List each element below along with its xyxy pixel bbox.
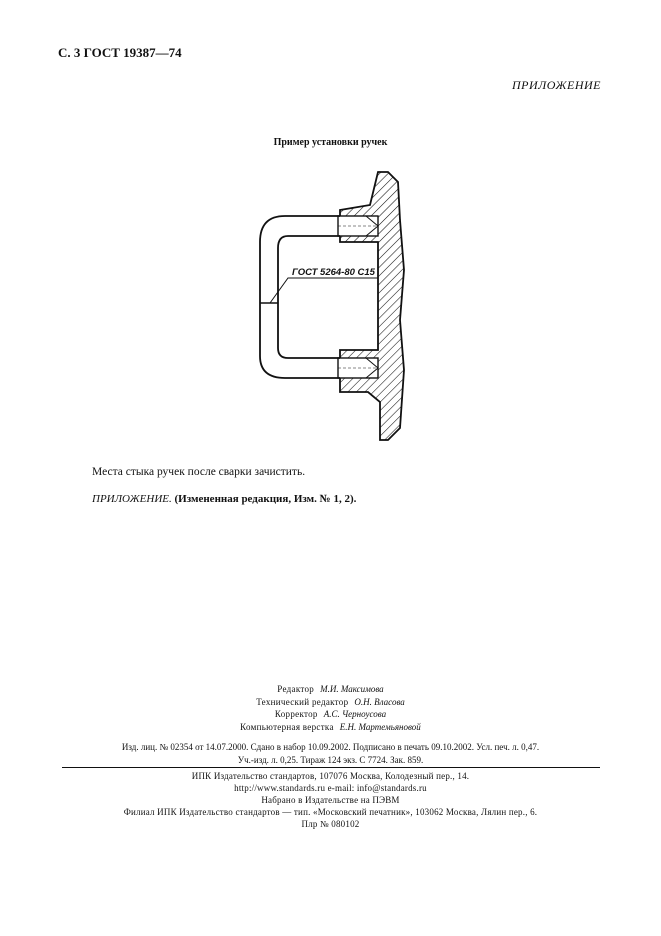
edition-note: [92, 493, 356, 505]
imprint-line: ИПК Издательство стандартов, 107076 Москва, Колодезный пер., 14.: [191, 771, 470, 781]
credit-line: Корректор А.С. Черноусова: [274, 709, 387, 719]
publisher-imprint: [0, 770, 661, 830]
welding-note: Места стыка ручек после сварки зачистить.: [92, 466, 306, 478]
divider-rule: [62, 767, 600, 768]
credits-block: [0, 683, 661, 733]
appendix-heading: ПРИЛОЖЕНИЕ: [512, 78, 601, 92]
imprint-line: Набрано в Издательстве на ПЭВМ: [261, 795, 400, 805]
imprint-line: Филиал ИПК Издательство стандартов — тип. «Московский печатник», 103062 Москва, Лялин пер., 6.: [123, 807, 538, 817]
handle-rod-inner: [278, 236, 340, 358]
credit-line: Компьютерная верстка Е.Н. Мартемьяновой: [240, 721, 421, 732]
wall-section: [340, 172, 404, 440]
callout-leader: [270, 278, 378, 303]
document-code: С. 3 ГОСТ 19387—74: [58, 45, 182, 60]
edition-prefix: ПРИЛОЖЕНИЕ.: [92, 493, 172, 505]
publication-line: Уч.-изд. л. 0,25. Тираж 124 экз. С 7724. Зак. 859.: [237, 754, 424, 765]
technical-drawing-svg: [240, 160, 420, 450]
imprint-line: Плр № 080102: [301, 819, 360, 829]
weld-callout-label: ГОСТ 5264-80 С15: [292, 267, 375, 278]
handle-rod-outer: [260, 216, 340, 378]
credit-line: Технический редактор О.Н. Власова: [256, 696, 405, 707]
publication-line: Изд. лиц. № 02354 от 14.07.2000. Сдано в набор 10.09.2002. Подписано в печать 09.10.2002. Усл. печ. л. 0,47.: [121, 742, 540, 752]
imprint-web-line: http://www.standards.ru e-mail: info@standards.ru: [234, 783, 427, 793]
edition-text: (Измененная редакция, Изм. № 1, 2).: [174, 493, 357, 505]
handle-installation-drawing: [240, 160, 420, 455]
credit-line: Редактор М.И. Максимова: [277, 684, 384, 694]
figure-title: Пример установки ручек: [273, 137, 388, 148]
publication-info: [0, 741, 661, 766]
